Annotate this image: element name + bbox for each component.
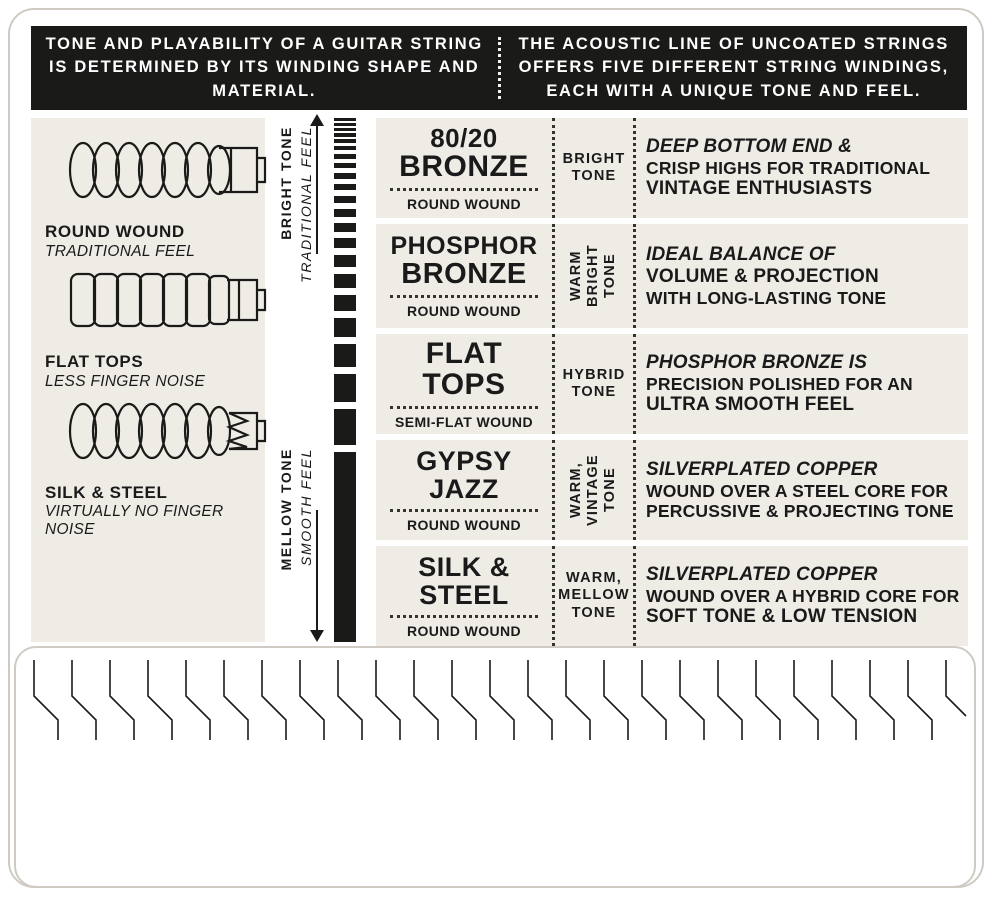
string-name-cell [376,546,552,646]
string-name-line1: SILK & [418,552,510,583]
tone-cell [552,546,636,646]
scale-label-bright-tone: BRIGHT TONE [278,126,294,240]
description-cell [636,440,968,540]
header-banner [31,26,967,110]
winding-types-panel [31,118,265,642]
string-name-line2: BRONZE [401,257,527,290]
description-line: SILVERPLATED COPPER [646,563,878,585]
string-name-cell [376,118,552,218]
table-row[interactable] [376,440,968,540]
scale-label-mellow-tone: MELLOW TONE [278,448,294,571]
description-line: SILVERPLATED COPPER [646,458,878,480]
description-line: PERCUSSIVE & PROJECTING TONE [646,501,954,522]
description-line: WITH LONG-LASTING TONE [646,287,887,308]
string-name-line2: TOPS [422,368,506,401]
string-name-line1: PHOSPHOR [390,232,538,261]
scale-arrow-down-head [310,630,324,642]
description-line: IDEAL BALANCE OF [646,243,836,265]
tone-cell [552,334,636,434]
string-name-cell [376,334,552,434]
tone-scale-labels [276,118,330,642]
banner-divider [498,37,501,99]
description-cell [636,118,968,218]
tone-label: HYBRID TONE [562,366,626,400]
tone-cell [552,224,636,328]
table-row[interactable] [376,546,968,646]
winding-type-silk-and-steel [45,397,251,539]
tone-label: WARM, VINTAGE TONE [568,454,619,526]
winding-title: SILK & STEEL [45,482,168,502]
winding-label: ROUND WOUND [406,302,522,319]
name-divider [390,615,538,618]
tone-label: BRIGHT TONE [562,150,626,184]
flat-tops-illustration [61,266,251,344]
braid-svg [14,652,976,748]
flat-tops-svg [61,266,267,342]
table-row[interactable] [376,334,968,434]
description-line: PRECISION POLISHED FOR AN [646,373,913,394]
description-line: ULTRA SMOOTH FEEL [646,394,855,416]
description-line: VOLUME & PROJECTION [646,265,879,287]
string-name-cell [376,224,552,328]
table-row[interactable] [376,118,968,218]
round-wound-svg [61,136,267,212]
description-cell [636,334,968,434]
silk-and-steel-svg [61,397,267,473]
description-cell [636,224,968,328]
winding-title: FLAT TOPS [45,352,144,372]
name-divider [390,188,538,191]
tone-gradient-bar [334,118,356,642]
string-name-line1: GYPSY [416,446,512,477]
description-line: VINTAGE ENTHUSIASTS [646,178,873,200]
string-name-line1: FLAT [425,337,503,371]
silk-and-steel-illustration [61,397,251,475]
round-wound-illustration [61,136,251,214]
winding-label: ROUND WOUND [406,516,522,533]
description-line: PHOSPHOR BRONZE IS [646,351,868,373]
description-line: SOFT TONE & LOW TENSION [646,606,918,628]
winding-label: ROUND WOUND [406,195,522,212]
string-name-cell [376,440,552,540]
tone-scale [276,118,368,642]
string-type-table [376,118,968,652]
scale-label-traditional-feel: TRADITIONAL FEEL [298,126,314,283]
winding-subtitle: LESS FINGER NOISE [45,372,206,390]
banner-text-right: THE ACOUSTIC LINE OF UNCOATED STRINGS OFFERS FIVE DIFFERENT STRING WINDINGS, EACH WITH A UNIQUE TONE AND FEEL. [518,34,949,100]
braid-decoration [14,652,976,748]
tone-label: WARM BRIGHT TONE [568,244,619,308]
description-cell [636,546,968,646]
tone-label: WARM, MELLOW TONE [558,570,630,621]
winding-label: SEMI-FLAT WOUND [395,413,533,430]
winding-type-round-wound [45,136,251,260]
description-line: WOUND OVER A STEEL CORE FOR [646,480,949,501]
winding-label: ROUND WOUND [406,622,522,639]
tone-cell [552,118,636,218]
winding-title: ROUND WOUND [45,222,185,241]
scale-arrow-down-line [316,510,318,632]
scale-label-smooth-feel: SMOOTH FEEL [298,448,314,566]
winding-type-flat-tops [45,266,251,390]
string-name-line2: STEEL [419,580,509,610]
string-name-line2: JAZZ [429,474,499,504]
name-divider [390,406,538,409]
winding-subtitle: VIRTUALLY NO FINGER NOISE [45,503,224,539]
banner-text-left: TONE AND PLAYABILITY OF A GUITAR STRING IS DETERMINED BY ITS WINDING SHAPE AND MATERIAL. [45,34,483,100]
string-name-line2: BRONZE [399,149,529,183]
tone-cell [552,440,636,540]
name-divider [390,509,538,512]
name-divider [390,295,538,298]
string-name-line1: 80/20 [430,123,498,154]
description-line: CRISP HIGHS FOR TRADITIONAL [646,157,931,178]
scale-arrow-up-head [310,114,324,126]
scale-arrow-up-line [316,124,318,254]
table-row[interactable] [376,224,968,328]
description-line: DEEP BOTTOM END & [646,135,853,157]
winding-subtitle: TRADITIONAL FEEL [45,242,196,260]
description-line: WOUND OVER A HYBRID CORE FOR [646,585,960,606]
